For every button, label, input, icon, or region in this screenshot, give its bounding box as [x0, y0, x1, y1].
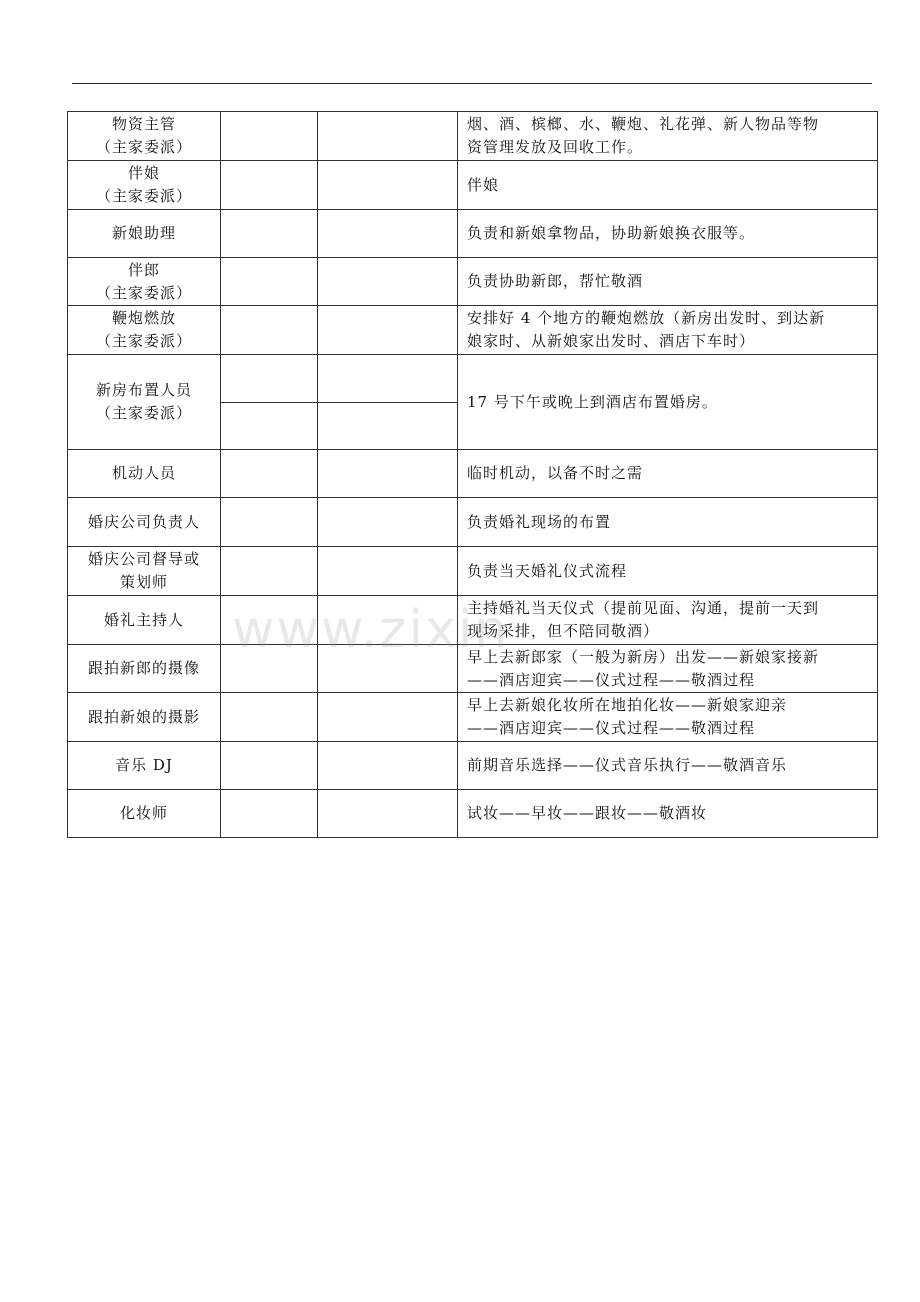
role-cell: 化妆师 [68, 790, 221, 838]
name-cell [221, 693, 318, 742]
name-cell [221, 306, 318, 355]
name-cell [221, 790, 318, 838]
role-cell: 新娘助理 [68, 210, 221, 258]
contact-cell [318, 596, 458, 645]
contact-cell [318, 645, 458, 693]
duty-cell: 试妆——早妆——跟妆——敬酒妆 [458, 790, 878, 838]
duty-cell: 烟、酒、槟榔、水、鞭炮、礼花弹、新人物品等物 资管理发放及回收工作。 [458, 112, 878, 161]
role-cell: 跟拍新娘的摄影 [68, 693, 221, 742]
duty-cell: 早上去新娘化妆所在地拍化妆——新娘家迎亲 ——酒店迎宾——仪式过程——敬酒过程 [458, 693, 878, 742]
role-cell: 伴郎 （主家委派） [68, 258, 221, 306]
duty-cell: 负责婚礼现场的布置 [458, 498, 878, 547]
contact-cell [318, 306, 458, 355]
name-cell [221, 547, 318, 596]
duty-cell: 负责当天婚礼仪式流程 [458, 547, 878, 596]
role-cell: 音乐 DJ [68, 742, 221, 790]
contact-cell [318, 258, 458, 306]
table-row [68, 693, 878, 742]
name-cell [221, 210, 318, 258]
name-cell [221, 450, 318, 498]
table-row [68, 645, 878, 693]
role-cell: 伴娘 （主家委派） [68, 161, 221, 210]
duty-cell: 前期音乐选择——仪式音乐执行——敬酒音乐 [458, 742, 878, 790]
contact-cell [318, 693, 458, 742]
role-cell: 物资主管 （主家委派） [68, 112, 221, 161]
role-cell: 婚礼主持人 [68, 596, 221, 645]
table-row [68, 210, 878, 258]
name-cell [221, 161, 318, 210]
table-row [68, 161, 878, 210]
header-rule [72, 83, 872, 84]
name-cell [221, 645, 318, 693]
contact-cell [318, 498, 458, 547]
name-cell [221, 498, 318, 547]
duty-cell: 负责和新娘拿物品，协助新娘换衣服等。 [458, 210, 878, 258]
duty-cell: 负责协助新郎，帮忙敬酒 [458, 258, 878, 306]
duty-cell: 主持婚礼当天仪式（提前见面、沟通，提前一天到 现场采排，但不陪同敬酒） [458, 596, 878, 645]
name-cell [221, 742, 318, 790]
table-row [68, 258, 878, 306]
name-cell [221, 355, 318, 403]
table-row [68, 742, 878, 790]
duty-cell: 早上去新郎家（一般为新房）出发——新娘家接新 ——酒店迎宾——仪式过程——敬酒过程 [458, 645, 878, 693]
table-row [68, 306, 878, 355]
table-row [68, 355, 878, 403]
role-cell: 机动人员 [68, 450, 221, 498]
name-cell [221, 258, 318, 306]
contact-cell [318, 210, 458, 258]
contact-cell [318, 450, 458, 498]
role-cell: 婚庆公司督导或 策划师 [68, 547, 221, 596]
table-row [68, 547, 878, 596]
duty-cell: 17 号下午或晚上到酒店布置婚房。 [458, 355, 878, 450]
contact-cell [318, 112, 458, 161]
table-row [68, 112, 878, 161]
table-row [68, 596, 878, 645]
role-cell: 婚庆公司负责人 [68, 498, 221, 547]
name-cell [221, 403, 318, 450]
duty-cell: 临时机动，以备不时之需 [458, 450, 878, 498]
table-row [68, 790, 878, 838]
contact-cell [318, 403, 458, 450]
contact-cell [318, 355, 458, 403]
role-cell: 跟拍新郎的摄像 [68, 645, 221, 693]
contact-cell [318, 161, 458, 210]
contact-cell [318, 742, 458, 790]
role-cell: 新房布置人员 （主家委派） [68, 355, 221, 450]
watermark: www.zixin [232, 600, 510, 660]
staff-roles-table [67, 111, 878, 838]
contact-cell [318, 790, 458, 838]
table-row [68, 498, 878, 547]
duty-cell: 安排好 4 个地方的鞭炮燃放（新房出发时、到达新 娘家时、从新娘家出发时、酒店下车时） [458, 306, 878, 355]
name-cell [221, 112, 318, 161]
duty-cell: 伴娘 [458, 161, 878, 210]
contact-cell [318, 547, 458, 596]
name-cell [221, 596, 318, 645]
table-row [68, 450, 878, 498]
role-cell: 鞭炮燃放 （主家委派） [68, 306, 221, 355]
